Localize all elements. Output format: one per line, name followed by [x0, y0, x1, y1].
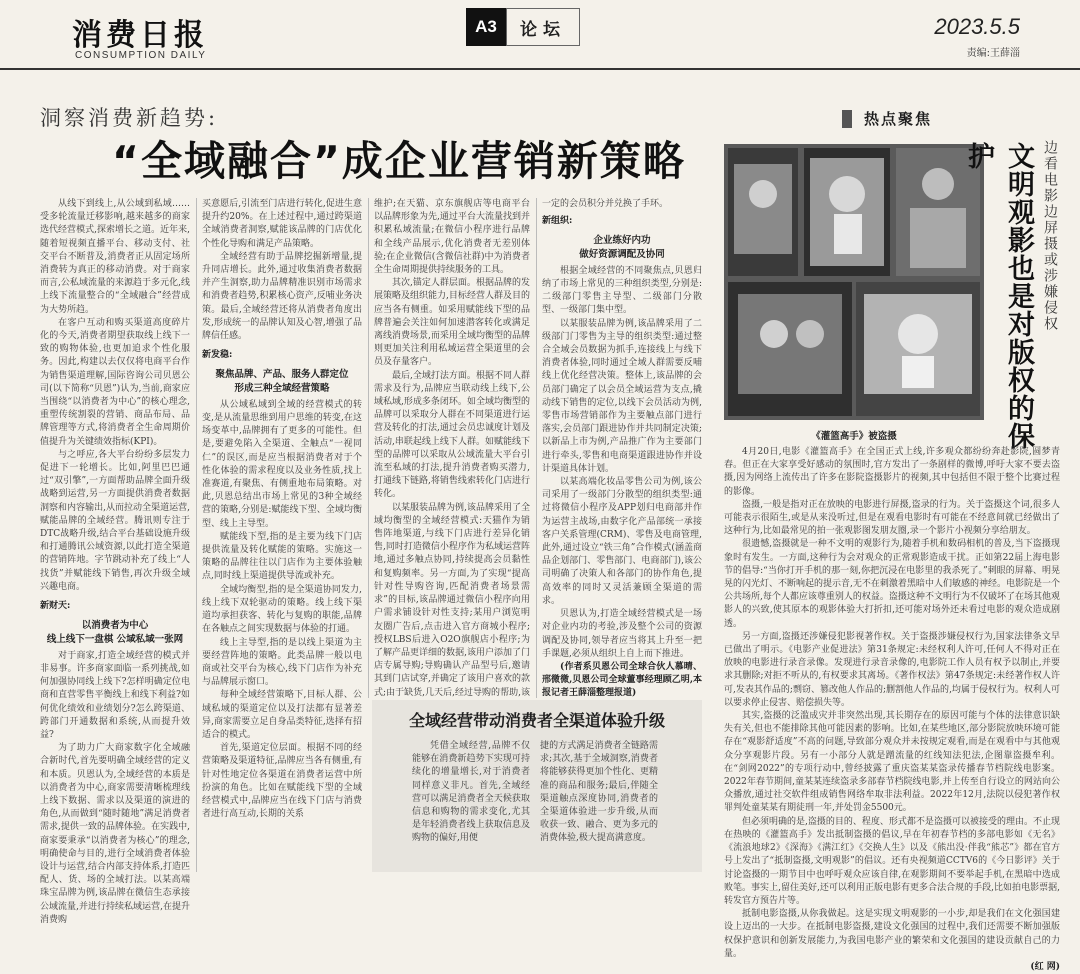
paragraph: 以某高端化妆品零售公司为例,该公司采用了一级部门分散型的组织类型:通过将微信小程序及APP划归电商部并作为运营主战场,由数字化产品部统一承接客户关系管理(CRM)、零售及电商管理,此外,通过设立“铁三角”合作模式(涵盖商品企划部门、零售部门、电商部门),该公司明确了决策人和各部门的协作角色,提高效率的同时又灵活兼顾全渠道的需求。 [542, 477, 702, 606]
section-subhead: 聚焦品牌、产品、服务人群定位 形成三种全域经营策略 [215, 369, 349, 394]
sidebar-box-title: 全域经营带动消费者全渠道体验升级 [408, 711, 665, 730]
paragraph: 4月20日,电影《灌篮高手》在全国正式上线,许多观众都纷纷奔赴影院,圆梦青春。但正在大家享受好感动的氛围时,官方发出了一条剧样的微博,呼吁大家不要去盗摄,因为网络上流传出了许多在影院盗摄影片的视频,其中包括但不限于整个比赛过程的影像。 [724, 447, 1060, 497]
article-column-2 [202, 198, 362, 872]
commentary-title: 文明观影也是对版权的保护 [963, 142, 1034, 450]
paragraph: 盗摄,一般是指对正在放映的电影进行屏摄,盗录的行为。关于盗摄这个词,很多人可能表示很陌生,或是从来没听过,但是在观看电影时有可能在不经意间就已经做出了这种行为,比如最常见的拍一张观影图发朋友圈,录一个影片小视频分享给朋友。 [724, 499, 1060, 537]
paragraph: 一定的会员积分并兑换了手环。 [542, 199, 669, 209]
paragraph: 与之呼应,各大平台纷纷多层发力促进下一轮增长。比如,阿里巴巴通过“双引擎”,一方面帮助品牌全面升级战略到运营,另一方面提供消费者数据洞察和内容输出,从而拉动全渠道运营,赋能品牌的全域经营。腾讯则专注于DTC战略升级,结合平台基础设施升级和打通腾讯公域资源,以此打造全渠道的营销阵地。字节跳动补充了线上“人找货”并赋能线下销售,再次升级全域兴趣电商。 [40, 449, 190, 592]
sidebar-box [372, 700, 702, 872]
column-divider [196, 198, 197, 872]
paragraph: 为了助力广大商家数字化全域融合新时代,首先要明确全域经营的定义和本质。贝恩认为,全域经营的本质是以消费者为中心,商家需要清晰梳理线上线下数据、需求以及渠道的演进的角色,从而做到“随时随地”满足消费者需求,提供一致的品牌体验。在实践中,商家要秉承“以消费者为核心”的理念,明确使命与目的,进行全域消费者体验设计与运营,结合内部支持体系,打造匹配人、货、场的全域打法。以某高端珠宝品牌为例,该品牌在微信生态承接公域流量,并进行持续私域运营,在提升消费购 [40, 743, 190, 925]
hot-topic-label [842, 108, 962, 130]
sidebar-box-right-text: 捷的方式满足消费者全链路需求;其次,基于全域洞察,消费者将能够获得更加个性化、更精准的商品和服务;最后,伴随全渠道触点深度协同,消费者的全渠道体验进一步升级,从而收获一致、融合、更为多元的消费体验,极大提高满意度。 [540, 741, 658, 844]
column-divider [536, 198, 537, 698]
paragraph: 以某服装品牌为例,该品牌采用了二级部门门零售为主导的组织类型:通过整合全域会员数据为抓手,连接线上与线下消费者体验,同时通过全域人群需要反哺线上优化经营决策。整体上,该品牌的会员部门确定了以会员全域运营为支点,撬动线下销售的定位,以线下会员活动为例,零售市场营销部作为主要触点部门进行落实,会员部门跟进协作并共同制定决策;以新品上市为例,产品推广作为主要部门进行牵头,零售和电商渠道跟进协作并设计渠道具体计划。 [542, 318, 702, 474]
paragraph: 其次,锚定人群层面。根据品牌的发展策略及组织能力,目标经营人群及目的应当各有侧重。如采用赋能线下型的品牌普遍会关注如何加速潜客转化或满足离线消费场景,而采用全域均衡型的品牌则更加关注利用私域运营全渠道里的会员及存量客户。 [374, 278, 530, 368]
paragraph: 买意愿后,引流至门店进行转化,促进生意提升约20%。在上述过程中,通过跨渠道全域消费者洞察,赋能该品牌的门店优化个性化导购和满足产品策略。 [202, 199, 362, 249]
section-subhead: 企业练好内功 做好资源调配及协同 [579, 235, 665, 260]
paragraph: 以某服装品牌为例,该品牌采用了全域均衡型的全域经营模式:天猫作为销售阵地渠道,与线下门店进行差异化销售,同时打造微信小程序作为私域运营阵地,通过多触点协同,持续提高会员黏性和复购频率。另一方面,为了实现“提高针对性导购咨询,匹配消费者场景需求”的目标,该品牌通过微信小程序向用户需求铺设针对性支持;某用户浏览明友圈广告后,点击进入官方商城小程序;授权LBS后进入O2O旗舰店小程序;为了解产品更详细的数据,该用户添加了门店专属导购;导购确认产品型号后,邀请其到门店试穿,并确定了该用户喜欢的款式;由于缺货,几天后,经过导购的帮助,该 [374, 502, 530, 698]
paragraph: 另一方面,盗摄还涉嫌侵犯影视著作权。关于盗摄涉嫌侵权行为,国家法律条文早已做出了明示。《电影产业促进法》第31条规定:未经权利人许可,任何人不得对正在放映的电影进行录音录像。发现进行录音录像的,电影院工作人员有权予以制止,并要求其删除;对拒不听从的,有权要求其离场。《著作权法》第47条规定:未经著作权人许可,发表其作品的;剽窃、篡改他人作品的;删割他人作品的,均属于侵权行为。权利人可以要求停止侵害、赔偿损失等。 [724, 631, 1060, 708]
page-number: A3 [466, 8, 506, 46]
paragraph: 对于商家,打造全域经营的模式并非易事。许多商家面临一系列挑战,如何加强协同线上线下?怎样明确定位电商和直营零售平衡线上和线下利益?如何优化绩效和业绩划分?怎么跨渠道、跨部门开通数据和系统,从而提升效益? [40, 650, 190, 740]
paragraph: 从线下到线上,从公域到私域……受多轮流量迁移影响,越来越多的商家选代经营模式,探索增长之道。近年来,随着短视频直播平台、移动支付、社交平台不断普及,消费者正从固定场所消费转为真正的移动消费。对于商家而言,公私域流量的来源趋于多元化,线上线下流量整合的“全域融合”经营成为大势所趋。 [40, 199, 190, 315]
paragraph: 维护;在天猫、京东旗舰店等电商平台以品牌形象为先,通过平台大流量找到并积累私域流量;在微信小程序进行品牌和全线产品展示,优化消费者无差别体验;在企业微信(含微信社群)中为消费者全生命周期提供持续服务的工具。 [374, 199, 530, 276]
newspaper-logo-english: CONSUMPTION DAILY [75, 50, 207, 61]
paragraph: 贝恩认为,打造全域经营模式是一场对企业内功的考验,涉及整个公司的资源调配及协同,领导者应当将其上升至一把手课题,必须从组织上自上而下推进。 [542, 609, 702, 659]
hot-topic-text: 热点聚焦 [864, 110, 933, 128]
movie-screenshots-photo [724, 144, 984, 420]
section-label: 新财天: [40, 601, 71, 612]
article-kicker: 洞察消费新趋势: [40, 106, 219, 130]
paragraph: 首先,渠道定位层面。根据不同的经营策略及渠道特征,品牌应当各有侧重,有针对性地定位各渠道在消费者运营中所扮演的角色。比如在赋能线下型的全域经营模式中,品牌应当在线下门店与消费者进行高互动,长期的关系 [202, 743, 362, 820]
section-title: 论坛 [506, 8, 580, 46]
commentary-source: (红 网) [1030, 961, 1060, 972]
section-label: 新组织: [542, 216, 573, 227]
paragraph: 全域均衡型,指的是全渠道协同发力,线上线下双轮驱动的策略。线上线下渠道均承担获客、转化与复购的职能,品牌在各触点之间实现数据与体验的打通。 [202, 584, 362, 635]
section-label: 新发稳: [202, 350, 233, 361]
commentary-body [724, 446, 1060, 972]
author-credit: (作者系贝恩公司全球合伙人慕晴、邢微微,贝恩公司全球董事经理顾乙明,本报记者王薛淄整理报道) [542, 661, 702, 699]
paragraph: 赋能线下型,指的是主要为线下门店提供流量及转化赋能的策略。实施这一策略的品牌往往以门店作为主要体验触点,同时线上渠道提供导流或补充。 [202, 531, 362, 582]
paragraph: 很遗憾,盗摄就是一种不文明的观影行为,随着手机和数码相机的普及,当下盗摄现象时有发生。一方面,这种行为会对观众的正常观影造成干扰。正如第22届上海电影节的倡导:“当你打开手机的那一刻,你把沉浸在电影里的我杀死了。”刺眼的屏幕、明晃晃的闪光灯、不断响起的提示音,无不在刺激着黑暗中人们敏感的神经。电影院是一个公共场所,每个人都应该尊重别人的权益。盗摄这种不文明行为不仅破坏了在场其他观影人的兴致,使其原本的观影体验大打折扣,还可能对场外还未看过电影的观众造成剧透。 [724, 539, 1060, 629]
masthead [0, 0, 1080, 68]
sidebar-box-left-text: 凭借全域经营,品牌不仅能够在消费新趋势下实现可持续化的增量增长,对于消费者同样意义非凡。首先,全域经营可以满足消费者全天候获取信息和购物的需求变化,尤其是年轻消费者线上获取信息及购物的偏好,用便 [412, 741, 530, 844]
masthead-rule [0, 68, 1080, 70]
paragraph: 根据全域经营的不同聚焦点,贝恩归纳了市场上常见的三种组织类型,分别是:二级部门零售主导型、二级部门分散型、一级部门集中型。 [542, 265, 702, 316]
paragraph: 抵制电影盗摄,从你我做起。这是实现文明观影的一小步,却是我们在文化强国建设上迈出的一大步。在抵制电影盗摄,建设文化强国的过程中,我们还需要不断加强版权保护意识和创新发展能力,为我国电影产业的繁荣和文化强国的建设贡献自己的力量。 [724, 909, 1060, 959]
photo-collage-graphic [724, 144, 984, 420]
paragraph: 但必须明确的是,盗摄的目的、程度、形式都不是盗摄可以被接受的理由。不止现在热映的《灌篮高手》发出抵制盗摄的倡议,早在年初春节档的多部电影如《无名》《流浪地球2》《深海》《满江红》《交换人生》以及《熊出没·伴我“熊芯”》都在官方号上发出了“抵制盗摄,文明观影”的倡议。还有央视频道CCTV6的《今日影评》关于讨论盗摄的一期节目中也呼吁观众应该自律,在观影期间不要举起手机,在黑暗中选成败笔。事实上,留住美好,还可以利用正版电影有更多合法合规的手段,比如拍电影票据,转发官方预告片等。 [724, 816, 1060, 906]
col1-text [40, 198, 190, 594]
paragraph: 最后,全域打法方面。根据不同人群需求及行为,品牌应当联动线上线下,公域私域,形成多条闭环。如全域均衡型的品牌可以采取分人群在不同渠道进行运营及转化的打法,通过会员忠诚度计划及活动,串联起线上线下人群。如赋能线下型的品牌可以采取从公域流量大平台引流至私域的打法,提升消费者购买潜力,打通线下链路,将销售线索转化门店进行转化。 [374, 370, 530, 500]
newspaper-logo: 消费日报 [72, 18, 208, 53]
paragraph: 全域经营有助于品牌挖掘新增量,提升同店增长。此外,通过收集消费者数据并产生洞察,助力品牌精准识别市场需求和消费者趋势,积累核心资产,反哺业务决策。最后,全域经营还将从消费者角度出发,形成统一的品牌认知及心智,增强了品牌信任感。 [202, 251, 362, 342]
paragraph: 在客户互动和购买渠道高度碎片化的今天,消费者期望获取线上线下一致的购物体验,也更加追求个性化服务。因此,构建以去仅仅将电商平台作为销售渠道理解,国际咨询公司贝恩公司(以下简称“贝恩”)认为,当前,商家应当围绕“以消费者为中心”的核心理念,重塑传统割裂的营销、商品布局、品牌管理等方式,将消费者全生命周期价值提升为关键绩效指标(KPI)。 [40, 317, 190, 447]
paragraph: 每种全域经营策略下,目标人群、公域私域的渠道定位以及打法都有显著差异,商家需要立足自身品类特征,选择有招适合的模式。 [202, 690, 362, 740]
paragraph: 线上主导型,指的是以线上渠道为主要经营阵地的策略。此类品牌一般以电商或社交平台为核心,线下门店作为补充与品牌展示窗口。 [202, 637, 362, 688]
photo-caption: 《灌篮高手》被盗摄 [811, 431, 897, 442]
article-column-1 [40, 198, 190, 925]
commentary-subtitle: 边看电影边屏摄或涉嫌侵权 [1042, 140, 1058, 332]
column-divider [368, 198, 369, 698]
paragraph: 其实,盗摄的泛滥成灾并非突然出现,其长期存在的原因可能与个体的法律意识缺失有关,但也不能排除其他可能因素的影响。比如,在某些地区,部分影院放映环境可能存在“观影舒适度”不高的问题,导致部分观众并未按规定观看,而是在观看中与其他观众分享观影片段。另有一小部分人就是蹭流量的红线知法犯法,企图靠盗摄牟利。在“剑网2022”的专项行动中,曾经披露了重庆盗某某盗录传播春节档院线电影案。2022年春节期间,童某某连续盗录多部春节档院线电影,并上传至自行设立的网站向公众播放,通过社交软件组成销售网络牟取非法利益。2022年12月,法院以侵犯著作权罪判处童某某有期徒刑一年,并处罚金5500元。 [724, 711, 1060, 814]
section-subhead: 以消费者为中心 线上线下一盘棋 公域私域一张网 [46, 620, 184, 645]
issue-date: 2023.5.5 [934, 14, 1020, 39]
article-headline: “全域融合”成企业营销新策略 [112, 137, 686, 185]
hot-topic-bar [842, 110, 852, 128]
article-column-4 [542, 198, 702, 699]
paragraph: 从公域私域到全域的经营模式的转变,是从流量思维到用户思维的转变,在这场变革中,品牌拥有了更多的可能性。但是,要避免陷入全渠道、全触点“一视同仁”的误区,而是应当根据消费者对于个性化体验的需求程度以及业务性质,找上准赛道,有聚焦、有侧重地布局策略。对此,贝恩总结出市场上常见的3种全域经营的策略,分别是:赋能线下型、全域均衡型、线上主导型。 [202, 399, 362, 529]
editor-credit: 责编:王薛淄 [966, 48, 1020, 59]
article-column-3 [374, 198, 530, 696]
